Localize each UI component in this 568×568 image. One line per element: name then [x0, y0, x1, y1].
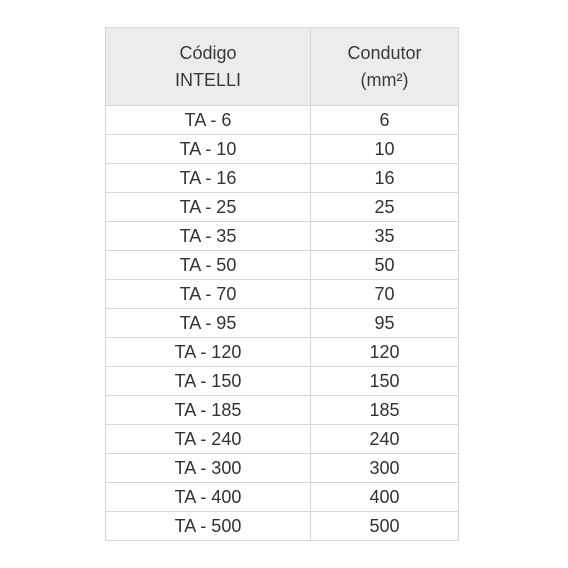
table-row: [106, 454, 459, 483]
table-row: [106, 164, 459, 193]
header-code: [106, 28, 311, 106]
spec-table: [105, 27, 459, 541]
cell-code: TA - 150: [106, 367, 311, 396]
table-row: [106, 367, 459, 396]
table-header: [106, 28, 459, 106]
table-row: [106, 222, 459, 251]
cell-conductor: 35: [311, 222, 459, 251]
cell-code: TA - 10: [106, 135, 311, 164]
cell-code: TA - 240: [106, 425, 311, 454]
header-conductor-line1: Condutor: [347, 42, 422, 63]
table-row: [106, 193, 459, 222]
cell-code: TA - 35: [106, 222, 311, 251]
cell-code: TA - 50: [106, 251, 311, 280]
cell-conductor: 25: [311, 193, 459, 222]
table-row: [106, 396, 459, 425]
table-body: [106, 106, 459, 541]
cell-conductor: 16: [311, 164, 459, 193]
cell-code: TA - 120: [106, 338, 311, 367]
cell-code: TA - 300: [106, 454, 311, 483]
table-row: [106, 512, 459, 541]
cell-code: TA - 16: [106, 164, 311, 193]
cell-code: TA - 6: [106, 106, 311, 135]
header-code-line2: INTELLI: [174, 69, 242, 90]
cell-code: TA - 185: [106, 396, 311, 425]
cell-code: TA - 95: [106, 309, 311, 338]
cell-conductor: 70: [311, 280, 459, 309]
cell-conductor: 240: [311, 425, 459, 454]
cell-conductor: 10: [311, 135, 459, 164]
cell-code: TA - 400: [106, 483, 311, 512]
table-row: [106, 106, 459, 135]
header-code-line1: Código: [179, 42, 237, 63]
header-conductor: [311, 28, 459, 106]
table-row: [106, 251, 459, 280]
cell-code: TA - 70: [106, 280, 311, 309]
cell-conductor: 300: [311, 454, 459, 483]
cell-conductor: 120: [311, 338, 459, 367]
header-row: [106, 28, 459, 106]
table-row: [106, 309, 459, 338]
cell-conductor: 50: [311, 251, 459, 280]
cell-code: TA - 500: [106, 512, 311, 541]
cell-conductor: 150: [311, 367, 459, 396]
cell-conductor: 185: [311, 396, 459, 425]
table-row: [106, 425, 459, 454]
table-row: [106, 483, 459, 512]
cell-conductor: 400: [311, 483, 459, 512]
table-row: [106, 135, 459, 164]
header-conductor-line2: (mm²): [360, 69, 409, 90]
table-row: [106, 280, 459, 309]
cell-conductor: 95: [311, 309, 459, 338]
table-row: [106, 338, 459, 367]
cell-code: TA - 25: [106, 193, 311, 222]
cell-conductor: 500: [311, 512, 459, 541]
cell-conductor: 6: [311, 106, 459, 135]
